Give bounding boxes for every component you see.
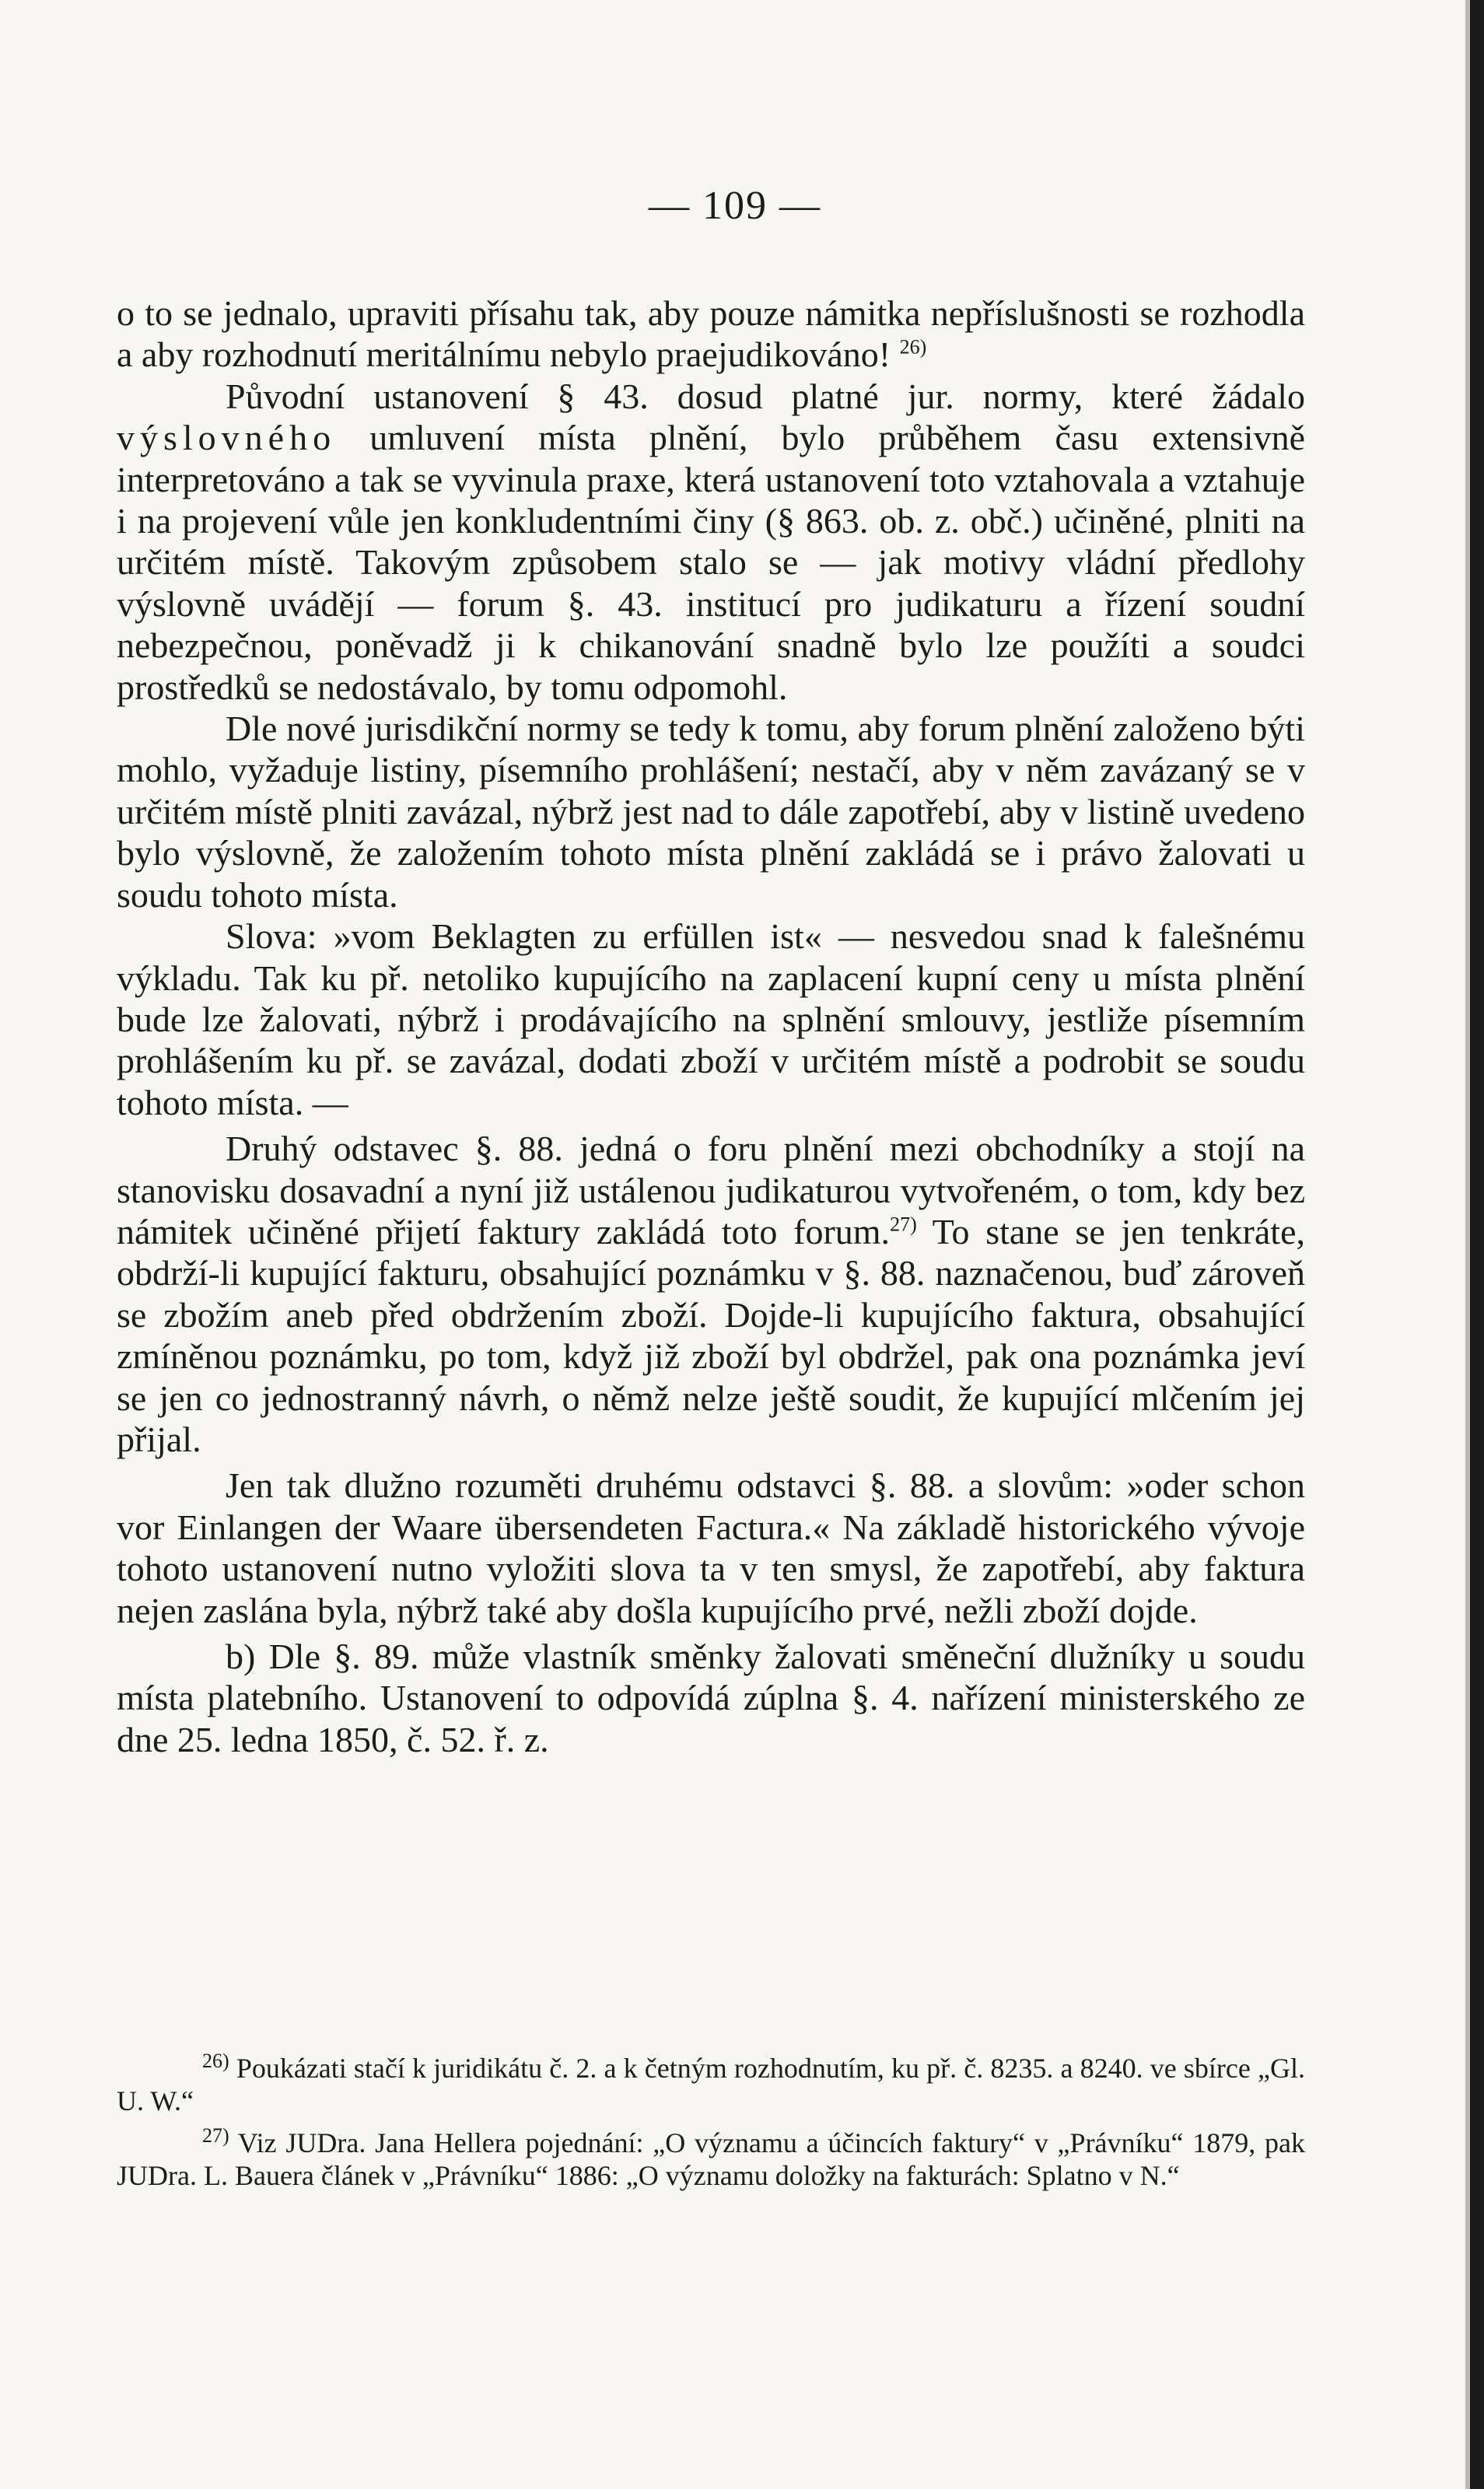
paragraph-3: Dle nové jurisdikční normy se tedy k tomu, aby forum plnění založeno býti mohlo, vyžaduje listiny, písemního prohlášení; nestačí, aby v něm zavázaný se v určitém místě plniti zavázal, nýbrž jest nad to dále zapotřebí, aby v listině uvedeno bylo výslovně, že založením tohoto místa plnění zakládá se i právo žalovati u soudu tohoto místa. [117,709,1305,915]
paragraph-5 [117,1128,1305,1460]
paragraph-5-text-b: To stane se jen tenkráte, obdrží-li kupující fakturu, obsahující poznámku v §. 88. naznačenou, buď zároveň se zbožím aneb před obdržením zboží. Dojde-li kupujícího faktura, obsahující zmíněnou poznámku, po tom, když již zboží byl obdržel, pak ona poznámka jeví se jen co jednostranný návrh, o němž nelze ještě soudit, že kupující mlčením jej přijal. [117,1211,1305,1459]
paragraph-6: Jen tak dlužno rozuměti druhému odstavci §. 88. a slovům: »oder schon vor Einlangen der Waare übersendeten Factura.« Na základě historického vývoje tohoto ustanovení nutno vyložiti slova ta v ten smysl, že zapotřebí, aby faktura nejen zaslána byla, nýbrž také aby došla kupujícího prvé, nežli zboží dojde. [117,1465,1305,1630]
scan-border [1470,0,1484,2489]
footnote-26-ref: 26) [202,2050,229,2072]
paragraph-7: b) Dle §. 89. může vlastník směnky žalovati směneční dlužníky u soudu místa platebního. Ustanovení to odpovídá zúplna §. 4. nařízení ministerského ze dne 25. ledna 1850, č. 52. ř. z. [117,1637,1305,1759]
footnote-27-text: Viz JUDra. Jana Hellera pojednání: „O významu a účincích faktury“ v „Právníku“ 1879, pak JUDra. L. Bauera článek v „Právníku“ 1886: „O významu doložky na fakturách: Splatno v N.“ [117,2127,1305,2191]
paragraph-2-text-a: Původní ustanovení § 43. dosud platné jur. normy, které žádalo [226,376,1305,416]
footnote-ref-26: 26) [899,336,927,359]
footnote-27-ref: 27) [202,2124,229,2147]
footnote-26-text: Poukázati stačí k juridikátu č. 2. a k četným rozhodnutím, ku př. č. 8235. a 8240. ve sbírce „Gl. U. W.“ [117,2053,1305,2116]
footnote-27 [117,2124,1305,2192]
footnote-ref-27: 27) [890,1213,917,1236]
footnotes [117,2052,1305,2201]
footnote-26 [117,2052,1305,2117]
page-number: — 109 — [649,184,821,228]
body-text [117,292,1305,1760]
paragraph-5-text-a: Druhý odstavec §. 88. jedná o foru plnění mezi obchodníky a stojí na stanovisku dosavadní a nyní již ustálenou judikaturou vytvořeném, o tom, kdy bez námitek učiněné přijetí faktury zakládá toto forum. [117,1129,1305,1252]
paragraph-4: Slova: »vom Beklagten zu erfüllen ist« — nesvedou snad k falešnému výkladu. Tak ku př. netoliko kupujícího na zaplacení kupní ceny u místa plnění bude lze žalovati, nýbrž i prodávajícího na splnění smlouvy, jestliže písemním prohlášením ku př. se zavázal, dodati zboží v určitém místě a podrobit se soudu tohoto místa. — [117,916,1305,1122]
paragraph-2 [117,376,1305,708]
paragraph-1 [117,292,1305,376]
paragraph-1-text: o to se jednalo, upraviti přísahu tak, aby pouze námitka nepříslušnosti se rozhodla a aby rozhodnutí meritálnímu nebylo praejudikováno! [117,293,1305,375]
emphasized-word: výslovného [117,418,337,458]
paragraph-2-text-b: umluvení místa plnění, bylo průběhem času extensivně interpretováno a tak se vyvinula praxe, která ustanovení toto vztahovala a vztahuje i na projevení vůle jen konkludentními činy (§ 863. ob. z. obč.) učiněné, plniti na určitém místě. Takovým způsobem stalo se — jak motivy vládní předlohy výslovně uvádějí — forum §. 43. institucí pro judikaturu a řízení soudní nebezpečnou, poněvadž ji k chikanování snadně bylo lze použíti a soudci prostředků se nedostávalo, by tomu odpomohl. [117,418,1305,707]
